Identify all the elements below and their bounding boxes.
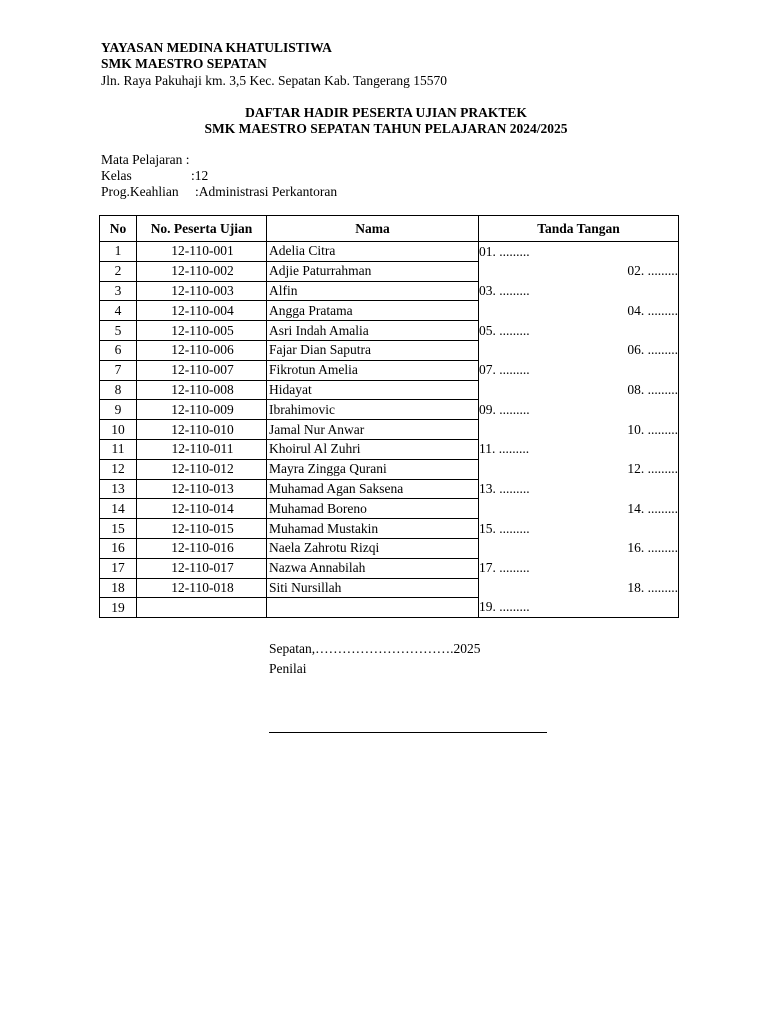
signature-slot: 14. .........: [479, 499, 679, 519]
participant-id: 12-110-015: [137, 519, 267, 539]
table-row: [100, 281, 679, 301]
row-number: 10: [100, 420, 137, 440]
row-number: 16: [100, 538, 137, 558]
signature-slot: 04. .........: [479, 301, 679, 321]
class-field: [101, 168, 208, 184]
participant-name: Muhamad Agan Saksena: [267, 479, 479, 499]
signature-slot: 17. .........: [479, 558, 679, 578]
signature-slot: 09. .........: [479, 400, 679, 420]
school-name: SMK MAESTRO SEPATAN: [101, 56, 267, 71]
participant-id: 12-110-001: [137, 242, 267, 262]
table-row: [100, 439, 679, 459]
participant-name: Angga Pratama: [267, 301, 479, 321]
signature-slot: 10. .........: [479, 420, 679, 440]
participant-name: Jamal Nur Anwar: [267, 420, 479, 440]
subject-field: [101, 152, 189, 168]
table-row: [100, 420, 679, 440]
class-label: Kelas: [101, 168, 132, 183]
program-field: [101, 184, 337, 200]
participant-name: Fikrotun Amelia: [267, 360, 479, 380]
row-number: 7: [100, 360, 137, 380]
participant-name: Asri Indah Amalia: [267, 321, 479, 341]
row-number: 2: [100, 261, 137, 281]
signature-slot: 18. .........: [479, 578, 679, 598]
table-row: [100, 538, 679, 558]
document-title: DAFTAR HADIR PESERTA UJIAN PRAKTEK: [245, 105, 527, 120]
participant-id: [137, 598, 267, 618]
signature-slot: 19. .........: [479, 598, 679, 618]
participant-name: Hidayat: [267, 380, 479, 400]
signature-slot: 11. .........: [479, 439, 679, 459]
school-address: Jln. Raya Pakuhaji km. 3,5 Kec. Sepatan Kab. Tangerang 15570: [101, 73, 447, 88]
row-number: 4: [100, 301, 137, 321]
class-value: :12: [191, 168, 209, 183]
signature-line: [269, 732, 547, 733]
signature-slot: 15. .........: [479, 519, 679, 539]
signature-slot: 13. .........: [479, 479, 679, 499]
header-signature: Tanda Tangan: [479, 216, 679, 242]
signature-slot: 01. .........: [479, 242, 679, 262]
participant-name: Fajar Dian Saputra: [267, 340, 479, 360]
signature-slot: 07. .........: [479, 360, 679, 380]
row-number: 14: [100, 499, 137, 519]
row-number: 1: [100, 242, 137, 262]
participant-id: 12-110-012: [137, 459, 267, 479]
table-row: [100, 340, 679, 360]
table-row: [100, 400, 679, 420]
participant-id: 12-110-008: [137, 380, 267, 400]
table-row: [100, 380, 679, 400]
table-row: [100, 360, 679, 380]
participant-id: 12-110-014: [137, 499, 267, 519]
participant-id: 12-110-018: [137, 578, 267, 598]
row-number: 12: [100, 459, 137, 479]
signature-slot: 03. .........: [479, 281, 679, 301]
participant-name: Naela Zahrotu Rizqi: [267, 538, 479, 558]
table-row: [100, 519, 679, 539]
participant-name: Muhamad Mustakin: [267, 519, 479, 539]
participant-id: 12-110-007: [137, 360, 267, 380]
participant-name: Adelia Citra: [267, 242, 479, 262]
table-row: [100, 261, 679, 281]
signature-slot: 16. .........: [479, 538, 679, 558]
participant-id: 12-110-011: [137, 439, 267, 459]
participant-name: Adjie Paturrahman: [267, 261, 479, 281]
signature-slot: 05. .........: [479, 321, 679, 341]
table-row: [100, 459, 679, 479]
signature-slot: 02. .........: [479, 261, 679, 281]
row-number: 8: [100, 380, 137, 400]
table-row: [100, 499, 679, 519]
subject-label: Mata Pelajaran :: [101, 152, 190, 167]
participant-id: 12-110-006: [137, 340, 267, 360]
attendance-table: [99, 215, 679, 618]
header-participant-id: No. Peserta Ujian: [137, 216, 267, 242]
row-number: 13: [100, 479, 137, 499]
foundation-name: YAYASAN MEDINA KHATULISTIWA: [101, 40, 332, 55]
signature-slot: 08. .........: [479, 380, 679, 400]
header-no: No: [100, 216, 137, 242]
header-name: Nama: [267, 216, 479, 242]
table-row: [100, 479, 679, 499]
table-row: [100, 321, 679, 341]
participant-id: 12-110-003: [137, 281, 267, 301]
row-number: 3: [100, 281, 137, 301]
program-label: Prog.Keahlian: [101, 184, 179, 199]
row-number: 17: [100, 558, 137, 578]
table-row: [100, 578, 679, 598]
table-row: [100, 242, 679, 262]
participant-name: Nazwa Annabilah: [267, 558, 479, 578]
participant-id: 12-110-002: [137, 261, 267, 281]
participant-name: Muhamad Boreno: [267, 499, 479, 519]
row-number: 15: [100, 519, 137, 539]
participant-name: Alfin: [267, 281, 479, 301]
program-value: :Administrasi Perkantoran: [195, 184, 338, 199]
row-number: 5: [100, 321, 137, 341]
participant-id: 12-110-004: [137, 301, 267, 321]
row-number: 9: [100, 400, 137, 420]
table-header-row: [100, 216, 679, 242]
table-row: [100, 558, 679, 578]
participant-id: 12-110-005: [137, 321, 267, 341]
participant-id: 12-110-017: [137, 558, 267, 578]
participant-id: 12-110-010: [137, 420, 267, 440]
row-number: 18: [100, 578, 137, 598]
place-date: Sepatan,………………………….2025: [269, 641, 481, 656]
participant-name: Ibrahimovic: [267, 400, 479, 420]
participant-name: [267, 598, 479, 618]
row-number: 6: [100, 340, 137, 360]
participant-id: 12-110-013: [137, 479, 267, 499]
participant-name: Mayra Zingga Qurani: [267, 459, 479, 479]
table-row: [100, 301, 679, 321]
assessor-label: Penilai: [269, 661, 307, 676]
row-number: 19: [100, 598, 137, 618]
participant-name: Khoirul Al Zuhri: [267, 439, 479, 459]
signature-slot: 12. .........: [479, 459, 679, 479]
participant-id: 12-110-016: [137, 538, 267, 558]
signature-slot: 06. .........: [479, 340, 679, 360]
document-subtitle: SMK MAESTRO SEPATAN TAHUN PELAJARAN 2024/2025: [204, 121, 568, 136]
participant-name: Siti Nursillah: [267, 578, 479, 598]
row-number: 11: [100, 439, 137, 459]
participant-id: 12-110-009: [137, 400, 267, 420]
table-row: [100, 598, 679, 618]
